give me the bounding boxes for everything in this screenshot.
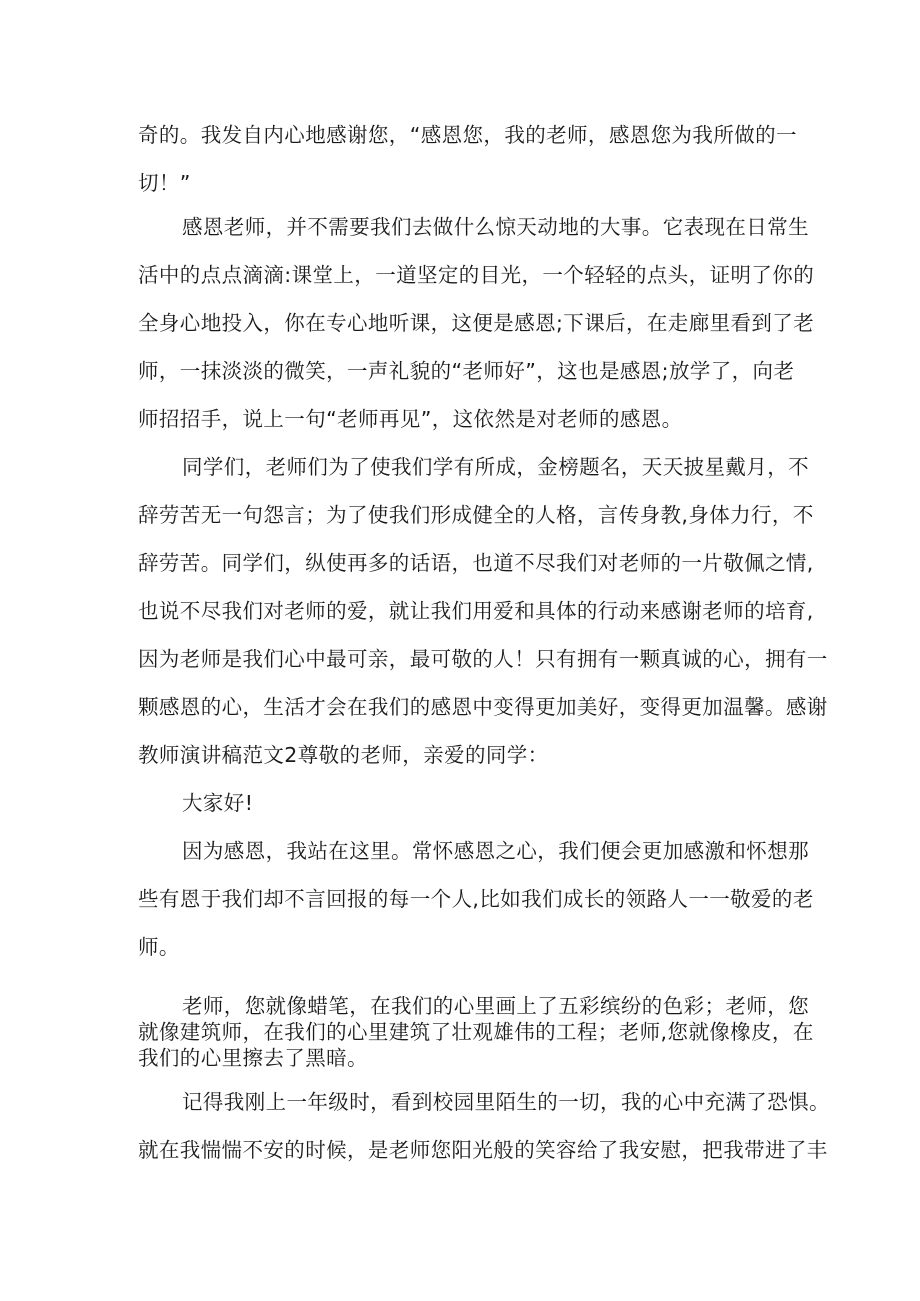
paragraph-gratitude-daily	[138, 203, 815, 443]
text-line: 同学们，老师们为了使我们学有所成，金榜题名，天天披星戴月，不	[182, 455, 809, 479]
text-line: 我们的心里擦去了黑暗。	[138, 1046, 368, 1070]
paragraph-greeting	[138, 779, 800, 827]
text-line: 奇的。我发自内心地感谢您，“感恩您，我的老师，感恩您为我所做的一	[138, 123, 797, 147]
paragraph-classmates	[138, 443, 828, 779]
text-line: 师，一抹淡淡的微笑，一声礼貌的“老师好”，这也是感恩;放学了，向老	[138, 359, 795, 383]
text-line: 辞劳苦。同学们，纵使再多的话语，也道不尽我们对老师的一片敬佩之情,	[138, 551, 814, 575]
paragraph-because-gratitude	[138, 827, 814, 971]
text-line: 就像建筑师，在我们的心里建筑了壮观雄伟的工程；老师,您就像橡皮，在	[138, 1020, 814, 1044]
text-line: 全身心地投入，你在专心地听课，这便是感恩;下课后，在走廊里看到了老	[138, 311, 815, 335]
text-line: 些有恩于我们却不言回报的每一个人,比如我们成长的领路人一一敬爱的老	[138, 887, 814, 911]
paragraph-continuation	[138, 111, 800, 207]
text-line: 感恩老师，并不需要我们去做什么惊天动地的大事。它表现在日常生	[182, 215, 809, 239]
text-line: 教师演讲稿范文2尊敬的老师，亲爱的同学：	[138, 743, 549, 767]
text-line: 也说不尽我们对老师的爱，就让我们用爱和具体的行动来感谢老师的培育,	[138, 599, 814, 623]
text-line: 大家好!	[182, 791, 254, 815]
paragraph-first-grade	[138, 1078, 830, 1174]
text-line: 因为老师是我们心中最可亲，最可敬的人！只有拥有一颗真诚的心，拥有一	[138, 647, 828, 671]
text-line: 记得我刚上一年级时，看到校园里陌生的一切，我的心中充满了恐惧。	[182, 1090, 830, 1114]
text-line: 师招招手，说上一句“老师再见”，这依然是对老师的感恩。	[138, 407, 683, 431]
text-line: 师。	[138, 935, 180, 959]
text-line: 活中的点点滴滴:课堂上，一道坚定的目光，一个轻轻的点头，证明了你的	[138, 263, 815, 287]
text-line: 老师，您就像蜡笔，在我们的心里画上了五彩缤纷的色彩；老师，您	[182, 994, 809, 1018]
text-line: 就在我惴惴不安的时候，是老师您阳光般的笑容给了我安慰，把我带进了丰	[138, 1138, 828, 1162]
text-line: 切！”	[138, 171, 191, 195]
text-line: 颗感恩的心，生活才会在我们的感恩中变得更加美好，变得更加温馨。感谢	[138, 695, 828, 719]
text-line: 辞劳苦无一句怨言；为了使我们形成健全的人格，言传身教,身体力行，不	[138, 503, 814, 527]
paragraph-teacher-metaphors	[138, 993, 814, 1071]
text-line: 因为感恩，我站在这里。常怀感恩之心，我们便会更加感激和怀想那	[182, 839, 809, 863]
